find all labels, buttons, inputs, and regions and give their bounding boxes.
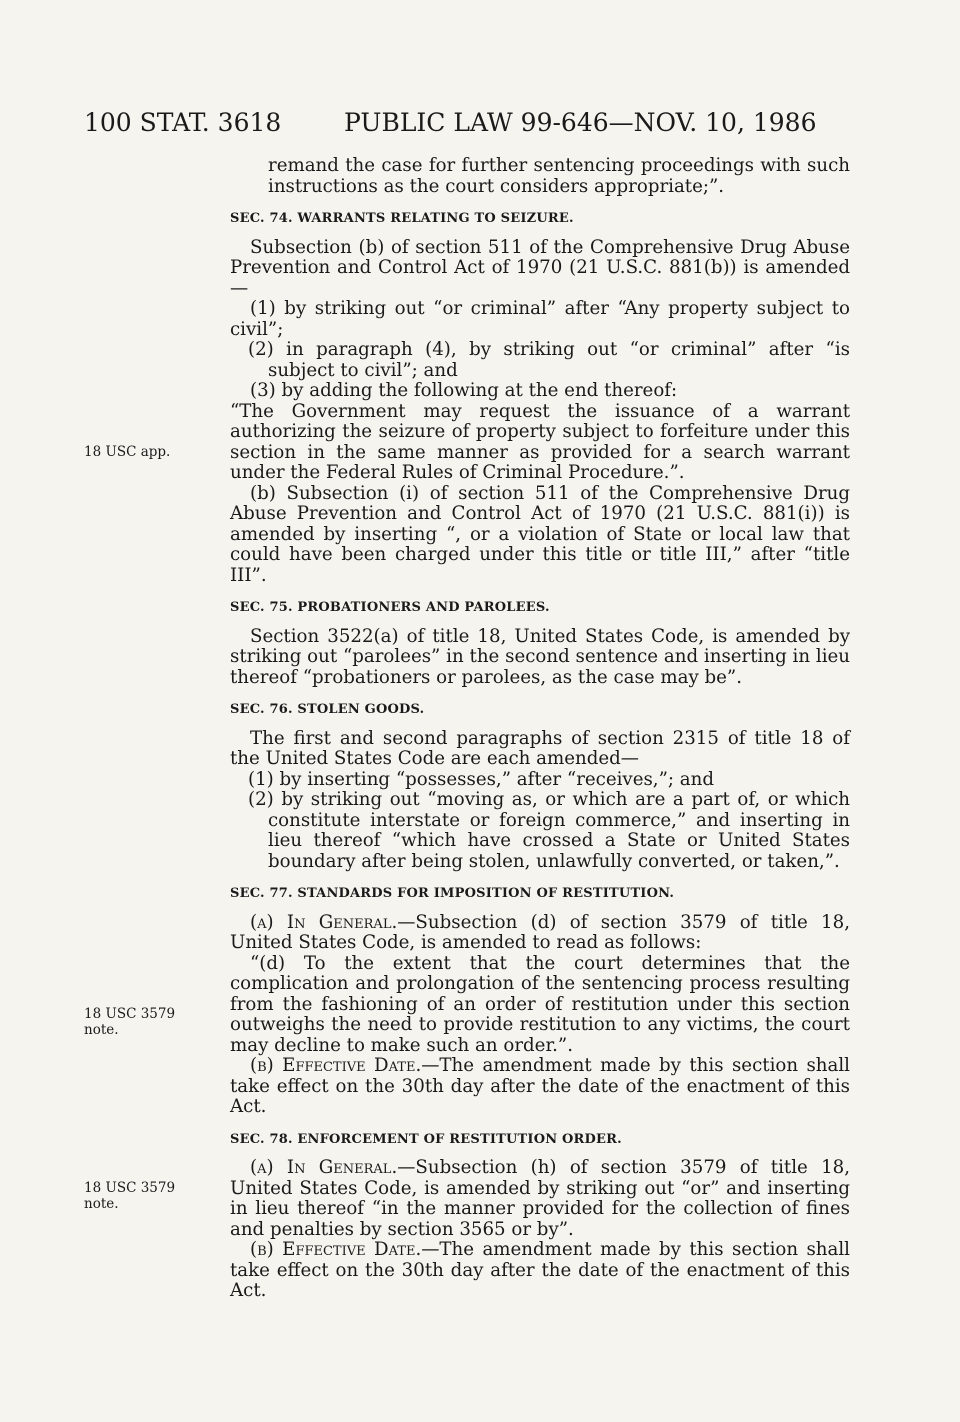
subsection-text: —Subsection (d) of section 3579 of title 18, United States Code, is amended to read as follows: — [230, 911, 850, 953]
subsection-label: (a) In General. — [250, 1157, 398, 1178]
list-item: (2) by striking out “moving as, or which are a part of, or which constitute interstate or foreign commerce,” and inserting in lieu thereof “which have crossed a State or United States boundary after being stolen, unlawfully converted, or taken,”. — [248, 789, 850, 872]
margin-note: 18 USC 3579 note. — [84, 1006, 176, 1038]
list-item: (3) by adding the following at the end thereof: — [250, 380, 678, 401]
margin-note: 18 USC app. — [84, 444, 171, 460]
quoted-text: “The Government may request the issuance of a warrant authorizing the seizure of property subject to forfeiture under this section in the same manner as provided for a search warrant under the Federal Rules of Criminal Procedure.”. — [230, 400, 850, 483]
paragraph: remand the case for further sentencing proceedings with such instructions as the court considers appropriate;”. — [268, 155, 850, 197]
page-title: PUBLIC LAW 99-646—NOV. 10, 1986 — [344, 108, 817, 137]
document-body — [230, 156, 850, 1302]
paragraph — [230, 1158, 850, 1240]
paragraph: The first and second paragraphs of section 2315 of title 18 of the United States Code are each amended— — [230, 727, 850, 769]
margin-note: 18 USC 3579 note. — [84, 1180, 176, 1212]
section-heading: SEC. 77. STANDARDS FOR IMPOSITION OF RESTITUTION. — [230, 886, 675, 901]
paragraph — [230, 1056, 850, 1118]
subsection-label: (b) Effective Date. — [250, 1055, 422, 1076]
subsection-text: —Subsection (h) of section 3579 of title 18, United States Code, is amended by striking out “or” and inserting in lieu thereof “in the manner provided for the collection of fines and penalties by section 3565 or by”. — [230, 1157, 850, 1240]
subsection-label: (b) Effective Date. — [250, 1239, 422, 1260]
list-item: (1) by striking out “or criminal” after “Any property subject to civil”; — [230, 298, 850, 340]
statute-citation: 100 STAT. 3618 — [84, 108, 282, 137]
subsection-text: —The amendment made by this section shall take effect on the 30th day after the date of the enactment of this Act. — [230, 1055, 850, 1117]
paragraph: (b) Subsection (i) of section 511 of the Comprehensive Drug Abuse Prevention and Control Act of 1970 (21 U.S.C. 881(i)) is amended by inserting “, or a violation of State or local law that could have been charged under this title or title III,” after “title III”. — [230, 482, 850, 586]
paragraph — [230, 1240, 850, 1302]
section-heading: SEC. 76. STOLEN GOODS. — [230, 702, 425, 717]
list-item: (1) by inserting “possesses,” after “receives,”; and — [248, 768, 714, 790]
section-heading: SEC. 75. PROBATIONERS AND PAROLEES. — [230, 600, 550, 615]
paragraph: Subsection (b) of section 511 of the Comprehensive Drug Abuse Prevention and Control Act of 1970 (21 U.S.C. 881(b)) is amended— — [230, 236, 850, 299]
paragraph: Section 3522(a) of title 18, United States Code, is amended by striking out “parolees” in the second sentence and inserting in lieu thereof “probationers or parolees, as the case may be”. — [230, 625, 850, 688]
section-heading: SEC. 74. WARRANTS RELATING TO SEIZURE. — [230, 211, 574, 226]
list-item: (2) in paragraph (4), by striking out “or criminal” after “is subject to civil”; and — [248, 339, 850, 381]
subsection-text: —The amendment made by this section shall take effect on the 30th day after the date of the enactment of this Act. — [230, 1239, 850, 1301]
quoted-text: “(d) To the extent that the court determines that the complication and prolongation of the sentencing process resulting from the fashioning of an order of restitution under this section outweighs the need to provide restitution to any victims, the court may decline to make such an order.”. — [230, 952, 850, 1056]
subsection-label: (a) In General. — [250, 911, 398, 933]
section-heading: SEC. 78. ENFORCEMENT OF RESTITUTION ORDER. — [230, 1131, 622, 1147]
paragraph — [230, 913, 850, 954]
